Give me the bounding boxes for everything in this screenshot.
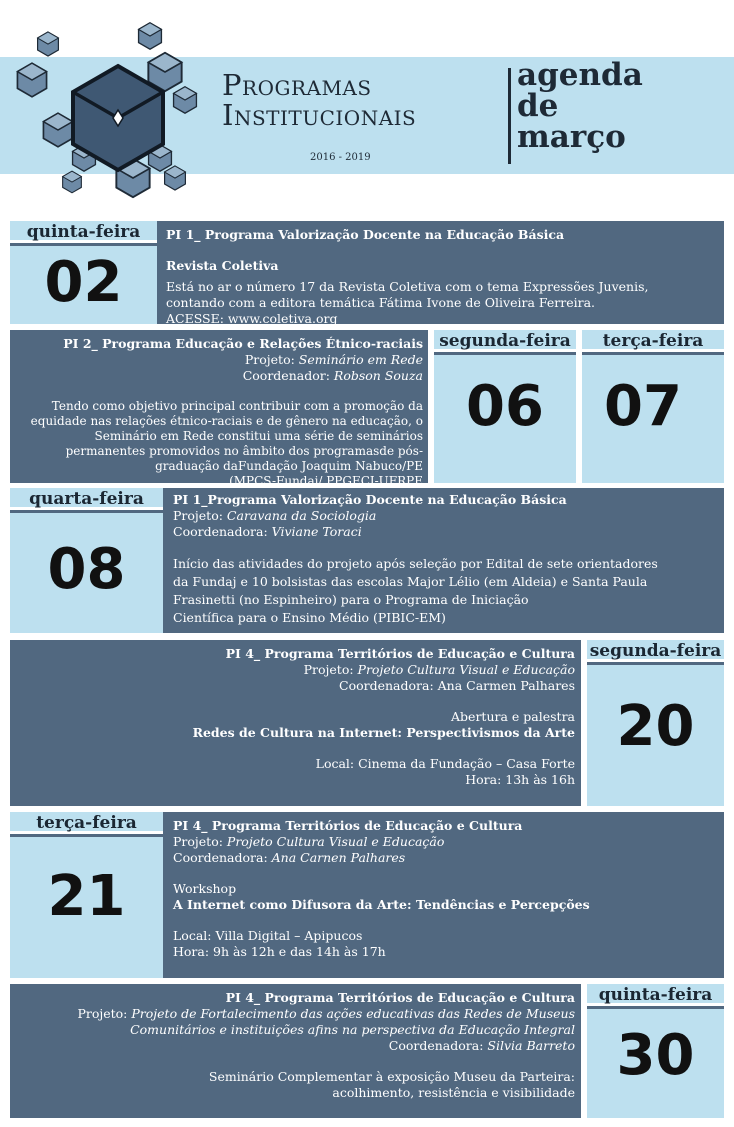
weekday-label: quinta-feira (10, 221, 157, 243)
agenda-line-3: março (517, 119, 626, 155)
program-title: PI 4_ Programa Territórios de Educação e Cultura (173, 818, 523, 833)
coordinator-name: Silvia Barreto (487, 1038, 575, 1053)
time: Hora: 9h às 12h e das 14h às 17h (173, 944, 386, 959)
desc-line: Está no ar o número 17 da Revista Coletiva com o tema Expressões Juvenis, (166, 279, 649, 294)
location: Local: Villa Digital – Apipucos (173, 928, 363, 943)
project-name: Projeto Cultura Visual e Educação (357, 662, 575, 677)
event-text (30, 646, 575, 788)
program-title: PI 4_ Programa Territórios de Educação e Cultura (225, 646, 575, 661)
time: Hora: 13h às 16h (465, 772, 575, 787)
day-number: 21 (47, 864, 126, 929)
event-text (20, 336, 423, 489)
desc-line: Início das atividades do projeto após seleção por Edital de sete orientadores (173, 556, 658, 571)
project-line-2: Comunitários e instituições afins na perspectiva da Educação Integral (130, 1022, 575, 1037)
desc-line: acolhimento, resistência e visibilidade (332, 1085, 575, 1100)
day-number: 07 (604, 374, 682, 439)
cubes-logo-icon (0, 0, 220, 200)
coordinator-line: Coordenadora: Viviane Toraci (173, 524, 362, 539)
event-subtitle: Revista Coletiva (166, 258, 279, 273)
desc-line: graduação daFundação Joaquim Nabuco/PE (155, 459, 423, 473)
activity-title: Redes de Cultura na Internet: Perspectivismos da Arte (192, 725, 575, 740)
coordinator-name: Ana Carnen Palhares (271, 850, 406, 865)
weekday-label: segunda-feira (434, 330, 576, 352)
coordinator-line: Coordenadora: Silvia Barreto (388, 1038, 575, 1053)
agenda-line-1: agenda (517, 57, 643, 93)
program-title: PI 4_ Programa Territórios de Educação e Cultura (225, 990, 575, 1005)
location: Local: Cinema da Fundação – Casa Forte (315, 756, 575, 771)
coordinator-name: Viviane Toraci (271, 524, 362, 539)
desc-line: da Fundaj e 10 bolsistas das escolas Major Lélio (em Aldeia) e Santa Paula (173, 574, 648, 589)
weekday-label: segunda-feira (587, 640, 724, 662)
weekday-label: quarta-feira (10, 488, 163, 510)
desc-line: Tendo como objetivo principal contribuir com a promoção da (51, 399, 423, 413)
desc-line: Frasinetti (no Espinheiro) para o Programa de Iniciação (173, 592, 529, 607)
logo-title (222, 68, 417, 132)
project-name: Projeto de Fortalecimento das ações educativas das Redes de Museus (131, 1006, 575, 1021)
activity-title: A Internet como Difusora da Arte: Tendências e Percepções (173, 897, 590, 912)
event-text (173, 492, 718, 627)
activity-type: Abertura e palestra (451, 709, 575, 724)
activity-type: Workshop (173, 881, 237, 896)
program-title: PI 1_Programa Valorização Docente na Educação Básica (173, 492, 567, 507)
project-name: Seminário em Rede (298, 352, 423, 367)
desc-line: Seminário em Rede constitui uma série de seminários (94, 429, 423, 443)
logo-years: 2016 - 2019 (310, 152, 371, 163)
project-line: Projeto: Projeto Cultura Visual e Educação (173, 834, 445, 849)
desc-line: (MPCS-Fundaj/ PPGECI-UFRPE (229, 474, 423, 488)
weekday-label: terça-feira (582, 330, 724, 352)
agenda-title (517, 57, 643, 155)
program-title: PI 2_ Programa Educação e Relações Étnico-raciais (63, 336, 423, 351)
agenda-divider (508, 68, 511, 164)
day-number: 20 (616, 694, 695, 759)
day-number: 30 (616, 1023, 695, 1088)
event-text (173, 818, 718, 960)
project-line: Projeto: Seminário em Rede (244, 352, 423, 367)
logo-line-2: Institucionais (222, 98, 417, 132)
desc-line: contando com a editora temática Fátima Ivone de Oliveira Ferreira. (166, 295, 596, 310)
project-name: Caravana da Sociologia (226, 508, 377, 523)
project-name: Projeto Cultura Visual e Educação (226, 834, 445, 849)
weekday-label: terça-feira (10, 812, 163, 834)
coordinator-name: Robson Souza (333, 368, 423, 383)
project-line: Projeto: Caravana da Sociologia (173, 508, 377, 523)
logo-line-1: Programas (222, 68, 372, 102)
event-text (166, 227, 716, 327)
weekday-label: quinta-feira (587, 984, 724, 1006)
coordinator-line: Coordenador: Robson Souza (242, 368, 423, 383)
coordinator-line: Coordenadora: Ana Carnen Palhares (173, 850, 406, 865)
desc-line: equidade nas relações étnico-raciais e de gênero na educação, o (30, 414, 423, 428)
project-line: Projeto: Projeto Cultura Visual e Educação (303, 662, 575, 677)
day-number: 08 (47, 537, 126, 602)
day-number: 06 (466, 374, 544, 439)
event-text (20, 990, 575, 1101)
desc-line: permanentes promovidos no âmbito dos programasde pós- (65, 444, 423, 458)
desc-line: Científica para o Ensino Médio (PIBIC-EM) (173, 610, 446, 625)
project-line: Projeto: Projeto de Fortalecimento das ações educativas das Redes de Museus (77, 1006, 575, 1021)
coordinator-line: Coordenadora: Ana Carmen Palhares (339, 678, 575, 693)
desc-line: Seminário Complementar à exposição Museu da Parteira: (208, 1069, 575, 1084)
program-title: PI 1_ Programa Valorização Docente na Educação Básica (166, 227, 565, 242)
desc-line: ACESSE: www.coletiva.org (166, 311, 338, 326)
agenda-line-2: de (517, 88, 559, 124)
day-number: 02 (44, 250, 123, 315)
